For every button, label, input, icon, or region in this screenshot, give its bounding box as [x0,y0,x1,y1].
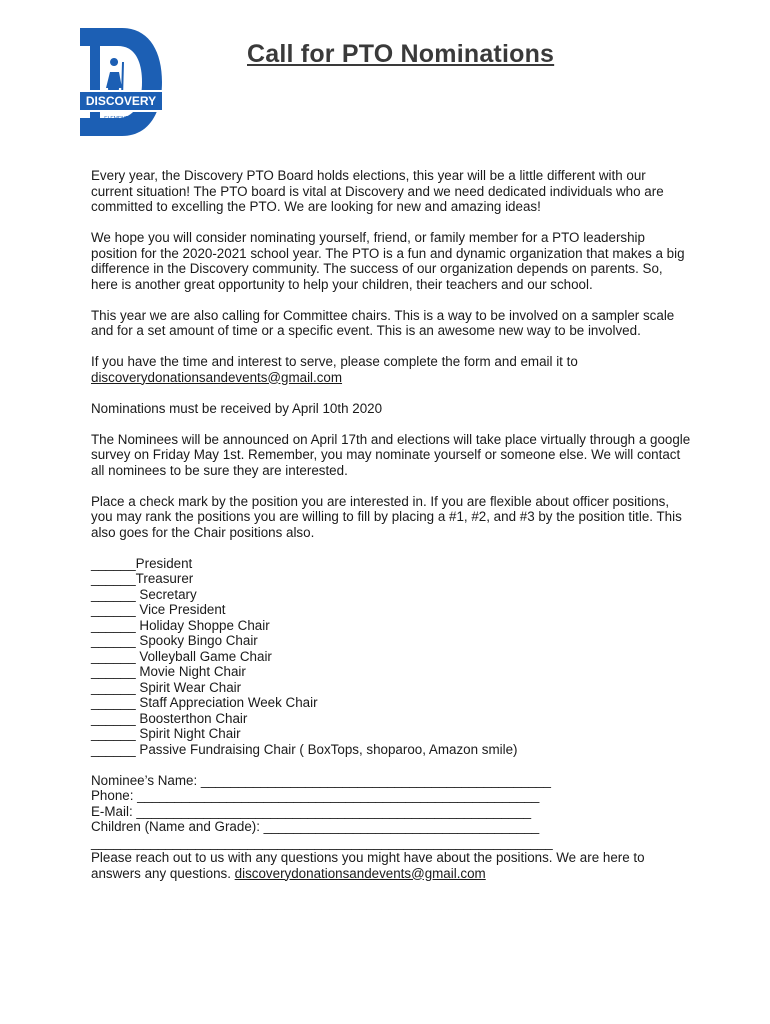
letter-body [91,168,691,897]
position-item[interactable]: ______ Secretary [91,586,197,602]
page-title: Call for PTO Nominations [247,40,555,68]
closing-text: Please reach out to us with any questions you might have about the positions. We are here to answers any questions. [91,850,645,881]
position-item[interactable]: ______ Volleyball Game Chair [91,648,272,664]
nominee-form [91,773,691,851]
nomination-paragraph: We hope you will consider nominating yourself, friend, or family member for a PTO leadership position for the 2020-2021 school year. The PTO is a fun and dynamic organization that makes a big difference in the Discovery community. The success of our organization depends on parents. So, here is another great opportunity to help your children, their teachers and our school. [91,230,685,292]
phone-field[interactable]: Phone: ______________________________________________________ [91,788,540,803]
position-item[interactable]: ______ Movie Night Chair [91,664,246,679]
election-paragraph: The Nominees will be announced on April 17th and elections will take place virtually through a google survey on Friday May 1st. Remember, you may nominate yourself or someone else. We will contact all nominees to be sure they are interested. [91,431,691,478]
position-item[interactable]: ______ Passive Fundraising Chair ( BoxTops, shoparoo, Amazon smile) [91,741,518,757]
logo-subtext: ELEMENTARY [104,116,138,122]
deadline-text: Nominations must be received by April 10th 2020 [91,400,383,416]
contact-email-link[interactable]: discoverydonationsandevents@gmail.com [91,369,343,385]
position-item[interactable]: ______ Holiday Shoppe Chair [91,617,270,633]
position-item[interactable]: ______Treasurer [91,571,194,586]
closing-paragraph [91,850,691,881]
extra-line-field[interactable]: ______________________________________________________________ [91,834,553,850]
position-item[interactable]: ______ Staff Appreciation Week Chair [91,695,318,710]
submit-text: If you have the time and interest to serve, please complete the form and email it to [91,354,578,369]
positions-list [91,556,691,758]
submit-instructions [91,354,691,385]
children-field[interactable]: Children (Name and Grade): _____________________________________ [91,819,540,834]
email-field[interactable]: E-Mail: _____________________________________________________ [91,803,532,819]
position-item[interactable]: ______ Vice President [91,602,226,617]
committee-paragraph: This year we are also calling for Committee chairs. This is a way to be involved on a sampler scale and for a set amount of time or a specific event. This is an awesome new way to be involved. [91,307,675,338]
position-item[interactable]: ______ Spooky Bingo Chair [91,633,258,648]
position-item[interactable]: ______ Spirit Night Chair [91,726,241,741]
nominee-name-field[interactable]: Nominee’s Name: _______________________________________________ [91,772,551,788]
position-item[interactable]: ______President [91,555,193,571]
intro-paragraph: Every year, the Discovery PTO Board holds elections, this year will be a little different with our current situation! The PTO board is vital at Discovery and we need dedicated individuals who are committed to excelling the PTO. We are looking for new and amazing ideas! [91,168,664,214]
position-item[interactable]: ______ Spirit Wear Chair [91,679,242,695]
closing-email-link[interactable]: discoverydonationsandevents@gmail.com [234,865,486,881]
checkmark-instructions: Place a check mark by the position you are interested in. If you are flexible about officer positions, you may rank the positions you are willing to fill by placing a #1, #2, and #3 by the position title. This also goes for the Chair positions also. [91,493,682,540]
position-item[interactable]: ______ Boosterthon Chair [91,710,248,726]
logo-text: DISCOVERY [85,94,157,108]
discovery-logo [78,26,164,138]
